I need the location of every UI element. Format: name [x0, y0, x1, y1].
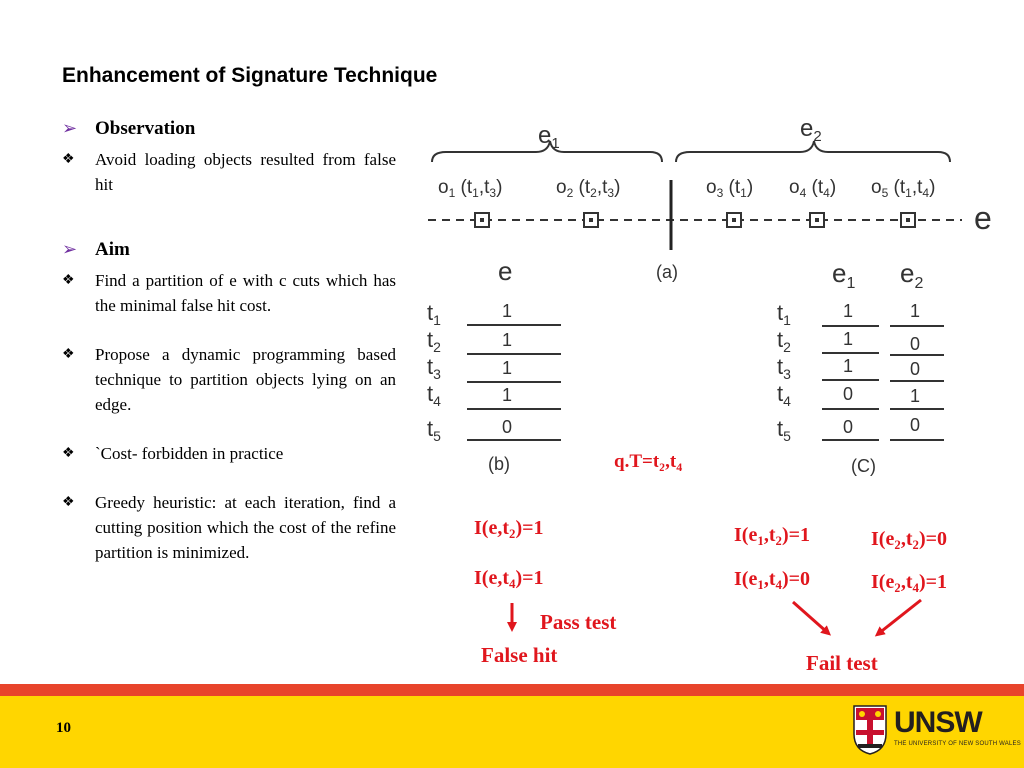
indicator-e1-t2: $I(e_1,t_2)=1$ — [734, 524, 811, 548]
row-t1: $t_1$ — [777, 300, 791, 328]
object-o2-label: $o_2$ $(t_2,t_3)$ — [556, 177, 621, 200]
caption-c: (C) — [851, 456, 876, 476]
row-t5: $t_5$ — [427, 416, 441, 444]
arrow-bullet-icon: ➢ — [62, 239, 78, 259]
table-b-value: 1 — [501, 385, 513, 405]
row-t3: $t_3$ — [427, 354, 441, 382]
object-o1-label: $o_1$ $(t_1,t_3)$ — [438, 177, 503, 200]
table-c-e2-value: 1 — [909, 301, 921, 321]
crest-icon — [852, 704, 888, 756]
group-e1-label: $e_1$ — [538, 122, 560, 152]
observation-heading: Observation — [95, 118, 196, 139]
object-dot — [815, 218, 819, 222]
row-t4: $t_4$ — [427, 381, 441, 409]
table-b-value: 1 — [501, 358, 513, 378]
table-c-e1-value: 0 — [842, 417, 854, 437]
query-label: $q.T=t_2,t_4$ — [614, 451, 683, 474]
table-c-e1-value: 1 — [842, 329, 854, 349]
indicator-e2-t2: $I(e_2,t_2)=0$ — [871, 528, 948, 552]
row-t2: $t_2$ — [777, 327, 791, 355]
logo-text: UNSW — [894, 706, 982, 739]
group-e2-label: $e_2$ — [800, 115, 822, 145]
row-t3: $t_3$ — [777, 354, 791, 382]
brace-e2 — [676, 141, 950, 162]
object-o5-label: $o_5$ $(t_1,t_4)$ — [871, 177, 936, 200]
table-b-value: 0 — [501, 417, 513, 437]
observation-item-text: Avoid loading objects resulted from false hit — [95, 150, 396, 194]
row-t1: $t_1$ — [427, 300, 441, 328]
object-dot — [732, 218, 736, 222]
indicator-e-t2: $I(e,t_2)=1$ — [474, 517, 544, 541]
aim-item-text: Greedy heuristic: at each iteration, find a cutting position which the cost of the refine partition is minimized. — [95, 493, 396, 562]
indicator-e2-t4: $I(e_2,t_4)=1$ — [871, 571, 948, 595]
fail-test-label: Fail test — [806, 651, 878, 675]
arrow-bullet-icon: ➢ — [62, 118, 78, 138]
unsw-logo — [848, 704, 1021, 762]
caption-a: (a) — [656, 262, 678, 282]
false-hit-label: False hit — [481, 643, 558, 667]
diamond-bullet-icon: ❖ — [62, 347, 75, 362]
aim-item-text: `Cost- forbidden in practice — [95, 444, 284, 463]
diamond-bullet-icon: ❖ — [62, 446, 75, 461]
table-c-e1-value: 1 — [842, 356, 854, 376]
table-c-e2-value: 0 — [909, 359, 921, 379]
table-b-header: e — [498, 256, 513, 286]
logo-subtext: THE UNIVERSITY OF NEW SOUTH WALES — [894, 741, 1021, 747]
table-c-e2-value: 1 — [909, 386, 921, 406]
aim-item-text: Find a partition of e with c cuts which has the minimal false hit cost. — [95, 271, 396, 315]
table-c-header-e1: $e_1$ — [832, 258, 856, 292]
indicator-e-t4: $I(e,t_4)=1$ — [474, 567, 544, 591]
aim-item-text: Propose a dynamic programming based technique to partition objects lying on an edge. — [95, 345, 396, 414]
arrow-down-right-icon — [793, 602, 828, 633]
edge-e-label: e — [974, 200, 992, 236]
table-b-value: 1 — [501, 330, 513, 350]
table-c-e1-value: 1 — [842, 301, 854, 321]
table-b-value: 1 — [501, 301, 513, 321]
object-dot — [906, 218, 910, 222]
indicator-e1-t4: $I(e_1,t_4)=0$ — [734, 568, 811, 592]
row-t4: $t_4$ — [777, 381, 791, 409]
table-c-e2-value: 0 — [909, 415, 921, 435]
table-c-header-e2: $e_2$ — [900, 258, 924, 292]
caption-b: (b) — [488, 454, 510, 474]
table-c-e2-value: 0 — [909, 334, 921, 354]
pass-test-label: Pass test — [540, 610, 617, 634]
diamond-bullet-icon: ❖ — [62, 495, 75, 510]
footer — [0, 696, 1024, 768]
object-dot — [480, 218, 484, 222]
page-number: 10 — [56, 720, 71, 736]
aim-heading: Aim — [95, 239, 130, 260]
object-o4-label: $o_4$ $(t_4)$ — [789, 177, 837, 200]
diamond-bullet-icon: ❖ — [62, 152, 75, 167]
table-c-e1-value: 0 — [842, 384, 854, 404]
row-t5: $t_5$ — [777, 416, 791, 444]
object-o3-label: $o_3$ $(t_1)$ — [706, 177, 754, 200]
object-dot — [589, 218, 593, 222]
footer-band — [0, 684, 1024, 696]
page-title: Enhancement of Signature Technique — [62, 64, 438, 87]
diamond-bullet-icon: ❖ — [62, 273, 75, 288]
arrow-down-left-icon — [878, 600, 921, 634]
row-t2: $t_2$ — [427, 327, 441, 355]
